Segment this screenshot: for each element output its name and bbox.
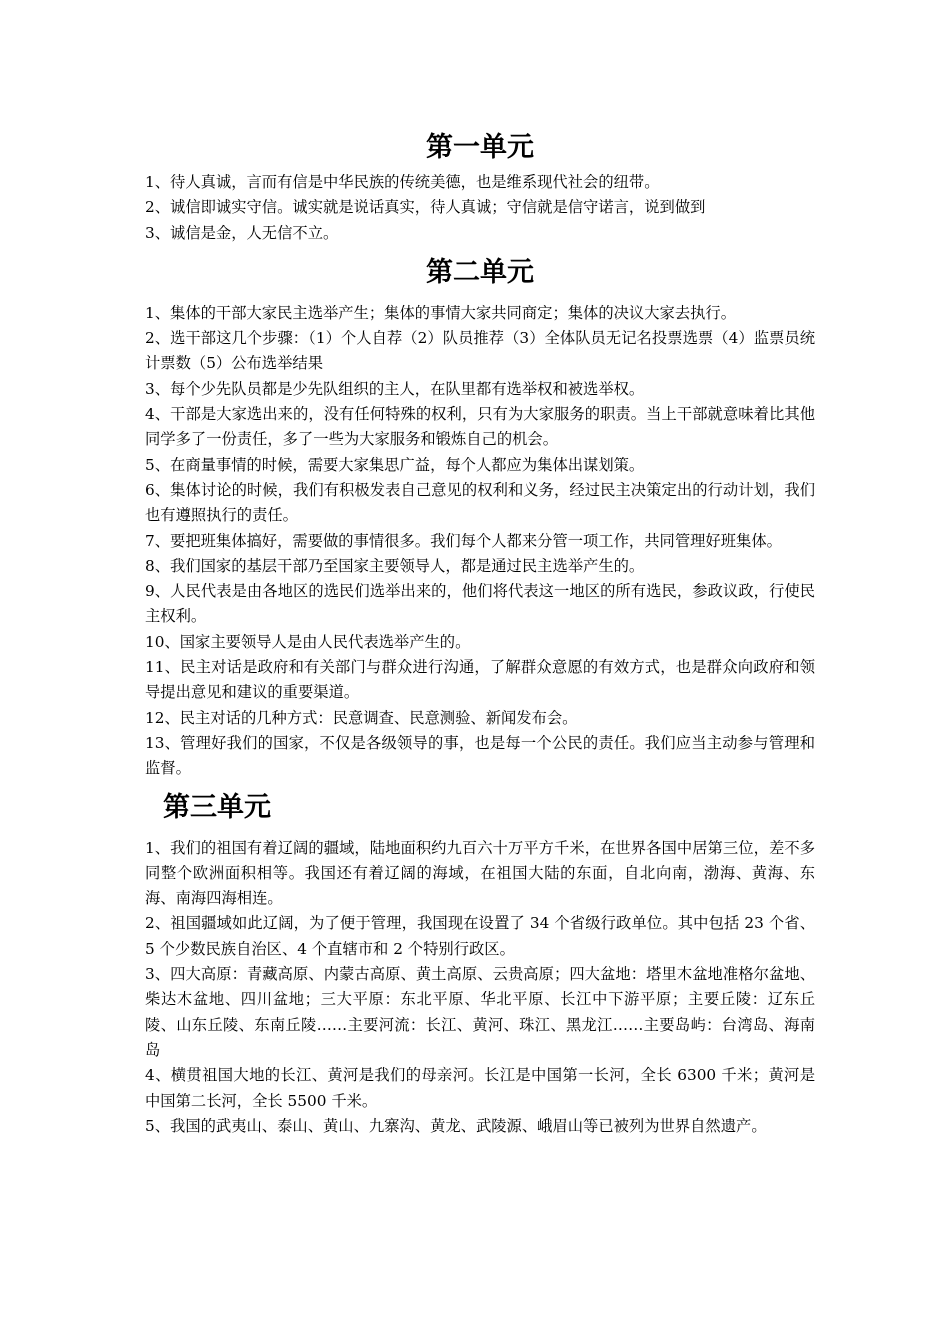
unit-2-item: 4、干部是大家选出来的，没有任何特殊的权利，只有为大家服务的职责。当上干部就意味着比其他同学多了一份责任，多了一些为大家服务和锻炼自己的机会。	[145, 405, 815, 449]
unit-2-item: 8、我们国家的基层干部乃至国家主要领导人，都是通过民主选举产生的。	[145, 556, 645, 575]
unit-3-item: 5、我国的武夷山、泰山、黄山、九寨沟、黄龙、武陵源、峨眉山等已被列为世界自然遗产。	[145, 1116, 767, 1135]
unit-2-item: 2、选干部这几个步骤：（1）个人自荐（2）队员推荐（3）全体队员无记名投票选票（4）监票员统计票数（5）公布选举结果	[145, 329, 815, 373]
unit-3-item: 3、四大高原：青藏高原、内蒙古高原、黄土高原、云贵高原；四大盆地：塔里木盆地准格尔盆地、柴达木盆地、四川盆地；三大平原：东北平原、华北平原、长江中下游平原；主要丘陵：辽东丘陵、山东丘陵、东南丘陵……主要河流：长江、黄河、珠江、黑龙江……主要岛屿：台湾岛、海南岛	[145, 965, 815, 1059]
unit-2-content	[145, 301, 815, 782]
unit-1-item: 1、待人真诚，言而有信是中华民族的传统美德，也是维系现代社会的纽带。	[145, 173, 660, 191]
document-page	[145, 128, 815, 1139]
unit-2-title: 第二单元	[426, 256, 534, 288]
unit-1-item: 3、诚信是金，人无信不立。	[145, 223, 339, 242]
unit-2-item: 3、每个少先队员都是少先队组织的主人，在队里都有选举权和被选举权。	[145, 379, 645, 398]
unit-3-item: 2、祖国疆域如此辽阔，为了便于管理，我国现在设置了 34 个省级行政单位。其中包括 23 个省、5 个少数民族自治区、4 个直辖市和 2 个特别行政区。	[145, 914, 815, 958]
unit-3-content	[145, 836, 815, 1140]
unit-2-item: 6、集体讨论的时候，我们有积极发表自己意见的权利和义务，经过民主决策定出的行动计划，我们也有遵照执行的责任。	[145, 480, 815, 525]
unit-3-item: 1、我们的祖国有着辽阔的疆域，陆地面积约九百六十万平方千米，在世界各国中居第三位，差不多同整个欧洲面积相等。我国还有着辽阔的海域，在祖国大陆的东面，自北向南，渤海、黄海、东海、南海四海相连。	[145, 838, 815, 908]
unit-2-item: 9、人民代表是由各地区的选民们选举出来的，他们将代表这一地区的所有选民，参政议政，行使民主权利。	[145, 582, 815, 626]
unit-2-item: 11、民主对话是政府和有关部门与群众进行沟通，了解群众意愿的有效方式，也是群众向政府和领导提出意见和建议的重要渠道。	[145, 658, 815, 702]
unit-2-item: 12、民主对话的几种方式：民意调查、民意测验、新闻发布会。	[145, 708, 578, 727]
unit-2-item: 5、在商量事情的时候，需要大家集思广益，每个人都应为集体出谋划策。	[145, 455, 645, 474]
unit-3-item: 4、横贯祖国大地的长江、黄河是我们的母亲河。长江是中国第一长河，全长 6300 千米；黄河是中国第二长河，全长 5500 千米。	[145, 1066, 815, 1110]
unit-2-item: 10、国家主要领导人是由人民代表选举产生的。	[145, 632, 471, 651]
unit-2-item: 7、要把班集体搞好，需要做的事情很多。我们每个人都来分管一项工作，共同管理好班集体。	[145, 531, 782, 550]
unit-2-item: 13、管理好我们的国家，不仅是各级领导的事，也是每一个公民的责任。我们应当主动参与管理和监督。	[145, 733, 815, 778]
unit-1-content	[145, 170, 815, 246]
unit-1-item: 2、诚信即诚实守信。诚实就是说话真实，待人真诚；守信就是信守诺言，说到做到	[145, 198, 706, 217]
unit-1-title: 第一单元	[426, 132, 534, 163]
unit-2-item: 1、集体的干部大家民主选举产生；集体的事情大家共同商定；集体的决议大家去执行。	[145, 303, 737, 322]
unit-3-title: 第三单元	[163, 791, 271, 823]
